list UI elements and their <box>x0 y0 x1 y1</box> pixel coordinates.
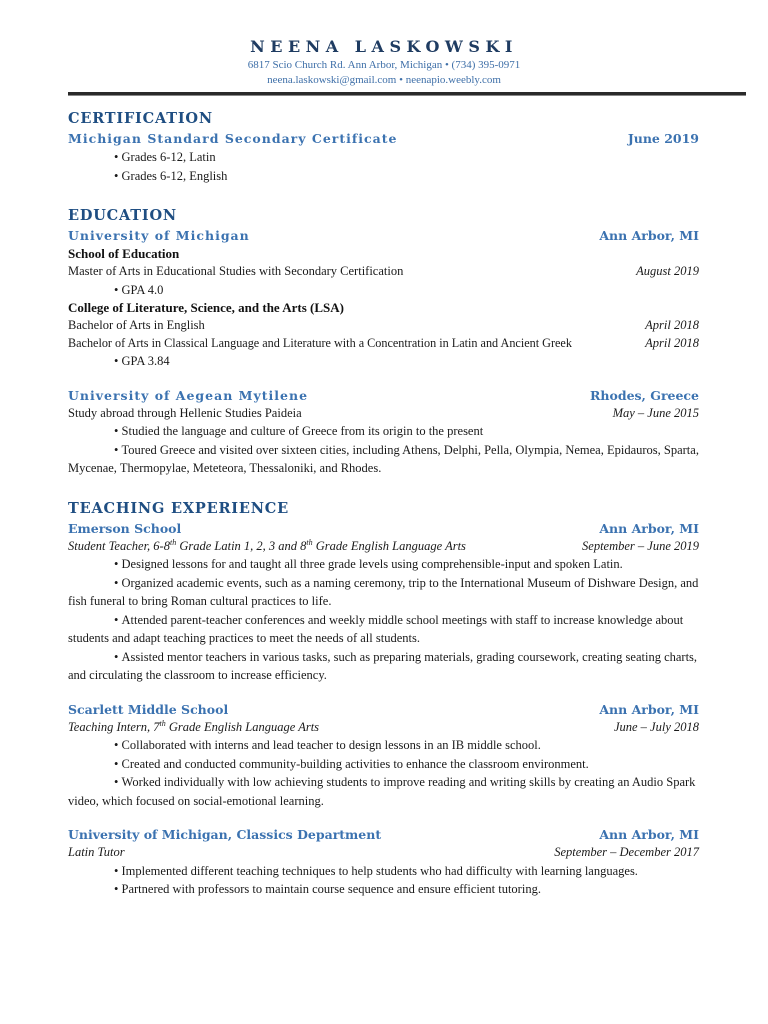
list-item: • Partnered with professors to maintain course sequence and ensure efficient tutoring. <box>68 880 699 899</box>
program: Study abroad through Hellenic Studies Paideia <box>68 405 302 420</box>
list-item: • Designed lessons for and taught all three grade levels using comprehensible-input and spoken Latin. <box>68 555 699 574</box>
list-item: • Worked individually with low achieving students to improve reading and writing skills by creating an Audio Spark video, which focused on social-emotional learning. <box>68 773 699 810</box>
certification-section <box>68 108 699 185</box>
section-title-education: EDUCATION <box>68 207 177 224</box>
job-date: June – July 2018 <box>613 719 699 734</box>
degree-date: April 2018 <box>645 335 699 350</box>
education-section <box>68 205 699 478</box>
list-item: • Studied the language and culture of Greece from its origin to the present <box>68 422 699 441</box>
program-date: May – June 2015 <box>612 405 699 420</box>
degree: Master of Arts in Educational Studies with Secondary Certification <box>68 264 404 278</box>
employer-name: Scarlett Middle School <box>68 701 229 717</box>
teaching-experience-section <box>68 498 699 899</box>
job-role: Teaching Intern, 7th Grade English Language Arts <box>68 718 320 734</box>
list-item: • GPA 3.84 <box>68 352 699 371</box>
section-title-certification: CERTIFICATION <box>68 110 213 127</box>
degree: Bachelor of Arts in English <box>68 318 205 332</box>
certificate-date: June 2019 <box>627 131 699 146</box>
section-title-teaching: TEACHING EXPERIENCE <box>68 499 289 517</box>
resume-body <box>68 108 699 899</box>
list-item: • Attended parent-teacher conferences and weekly middle school meetings with staff to increase knowledge about students and adapt teaching practices to meet the needs of all students. <box>68 611 699 648</box>
employer-location: Ann Arbor, MI <box>599 701 699 717</box>
school-location: Ann Arbor, MI <box>599 228 699 243</box>
school-name: University of Michigan <box>68 228 250 243</box>
degree: Bachelor of Arts in Classical Language and Literature with a Concentration in Latin and Ancient Greek <box>68 335 572 350</box>
school-name: University of Aegean Mytilene <box>68 387 309 403</box>
employer-name: Emerson School <box>68 520 182 536</box>
job-entry <box>68 826 699 899</box>
list-item: • Grades 6-12, English <box>68 167 699 186</box>
list-item: • Collaborated with interns and lead teacher to design lessons in an IB middle school. <box>68 736 699 755</box>
list-item: • Implemented different teaching techniques to help students who had difficulty with learning languages. <box>68 862 699 881</box>
job-date: September – December 2017 <box>554 845 699 859</box>
list-item: • Created and conducted community-building activities to enhance the classroom environment. <box>68 755 699 774</box>
employer-location: Ann Arbor, MI <box>599 827 699 842</box>
employer-location: Ann Arbor, MI <box>599 520 699 536</box>
header-divider <box>68 92 746 95</box>
degree-date: April 2018 <box>645 318 699 332</box>
job-entry <box>68 701 699 811</box>
sub-school-name: College of Literature, Science, and the Arts (LSA) <box>68 300 344 315</box>
resume-header <box>0 36 768 88</box>
job-role: Student Teacher, 6-8th Grade Latin 1, 2, 3 and 8th Grade English Language Arts <box>68 537 466 553</box>
list-item: • Assisted mentor teachers in various tasks, such as preparing materials, grading coursework, creating seating charts, and circulating the classroom to increase efficiency. <box>68 648 699 685</box>
list-item: • Grades 6-12, Latin <box>68 148 699 167</box>
certificate-name: Michigan Standard Secondary Certificate <box>68 131 398 146</box>
list-item: • GPA 4.0 <box>68 281 699 300</box>
degree-date: August 2019 <box>636 264 699 278</box>
job-role: Latin Tutor <box>68 845 125 859</box>
address-line: 6817 Scio Church Rd. Ann Arbor, Michigan • (734) 395-0971 <box>247 59 521 71</box>
employer-name: University of Michigan, Classics Department <box>68 827 382 842</box>
list-item: • Toured Greece and visited over sixteen cities, including Athens, Delphi, Pella, Olympia, Nemea, Epidauros, Sparta, Mycenae, Thermopylae, Meteteora, Thessaloniki, and Rhodes. <box>68 441 699 478</box>
list-item: • Organized academic events, such as a naming ceremony, trip to the International Museum of Dishware Design, and fish funeral to bring Roman cultural practices to life. <box>68 574 699 611</box>
job-date: September – June 2019 <box>582 538 699 553</box>
school-location: Rhodes, Greece <box>590 387 699 403</box>
sub-school-name: School of Education <box>68 246 180 261</box>
contact-web-line: neena.laskowski@gmail.com • neenapio.weebly.com <box>267 74 501 86</box>
job-entry <box>68 520 699 685</box>
candidate-name: NEENA LASKOWSKI <box>250 37 518 56</box>
certificate-bullets <box>68 148 699 185</box>
